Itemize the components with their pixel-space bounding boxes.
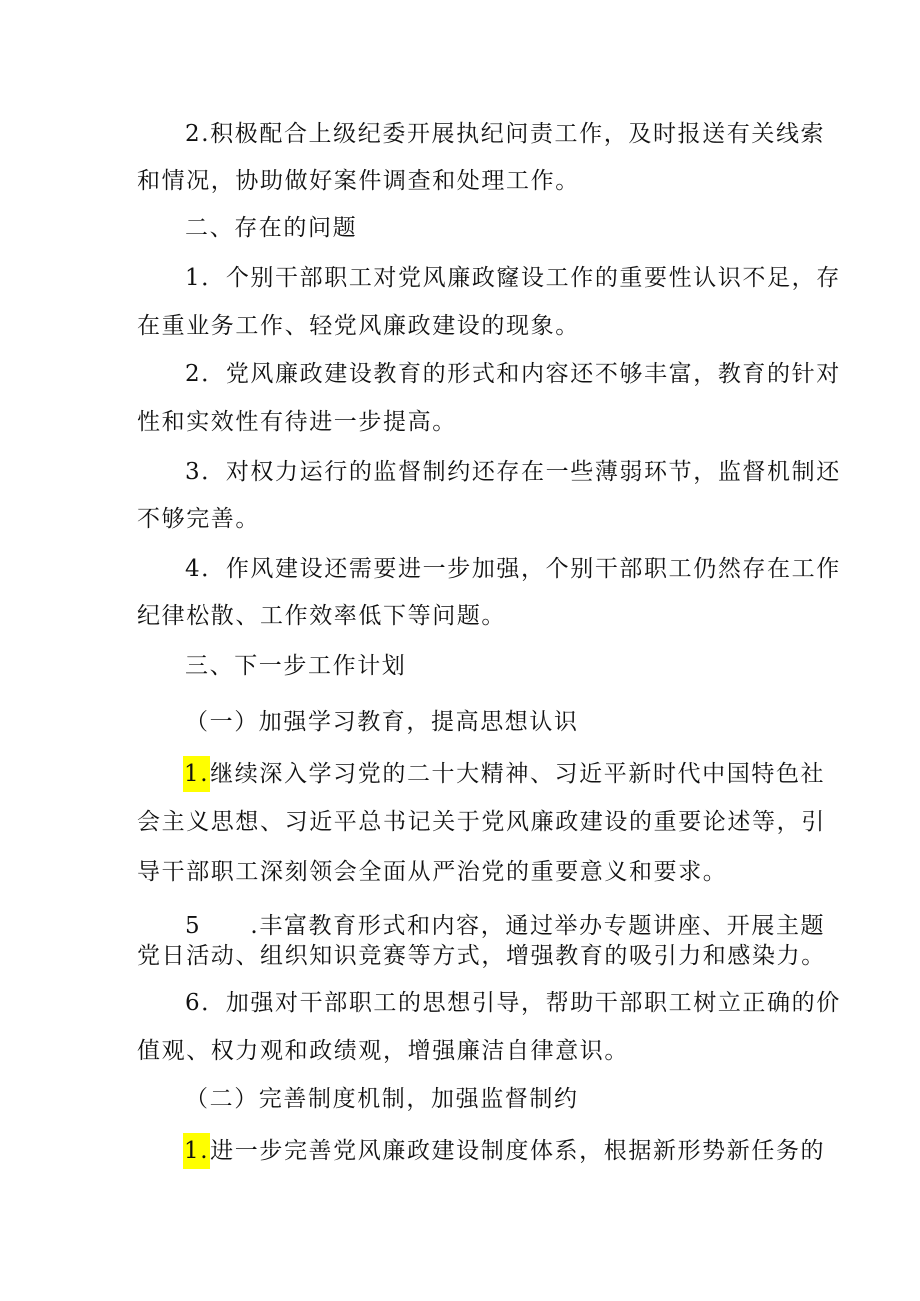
text-line: 5 .丰富教育形式和内容，通过举办专题讲座、开展主题 [185,913,826,939]
text-line: 不够完善。 [137,506,260,532]
subsection-heading: （二）完善制度机制，加强监督制约 [185,1086,579,1112]
text-line: 1.进一步完善党风廉政建设制度体系，根据新形势新任务的 [183,1133,920,1169]
text-line: 和情况，协助做好案件调查和处理工作。 [137,168,580,194]
text-line: 导干部职工深刻领会全面从严治党的重要意义和要求。 [137,859,728,885]
highlight-mark: 1. [183,1133,210,1169]
subsection-heading: （一）加强学习教育，提高思想认识 [185,709,579,735]
text-line: 4．作风建设还需要进一步加强，个别干部职工仍然存在工作 [185,556,841,582]
text-line: 在重业务工作、轻党风廉政建设的现象。 [137,313,580,339]
text-line: 党日活动、组织知识竞赛等方式，增强教育的吸引力和感染力。 [137,943,826,969]
text-line: 2.积极配合上级纪委开展执纪问责工作，及时报送有关线索 [185,121,826,147]
text-line: 会主义思想、习近平总书记关于党风廉政建设的重要论述等，引 [137,809,826,835]
text-line: 1．个别干部职工对党风廉政窿设工作的重要性认识不足，存 [185,265,841,291]
text-line: 性和实效性有待进一步提高。 [137,409,457,435]
section-heading: 二、存在的问题 [185,215,358,241]
text-line: 值观、权力观和政绩观，增强廉洁自律意识。 [137,1038,629,1064]
section-heading: 三、下一步工作计划 [185,653,407,679]
text-line: 1.继续深入学习党的二十大精神、习近平新时代中国特色社 [183,756,920,792]
highlight-mark: 1. [183,756,210,792]
text-line: 2．党风廉政建设教育的形式和内容还不够丰富，教育的针对 [185,361,841,387]
text-line: 3．对权力运行的监督制约还存在一些薄弱环节，监督机制还 [185,459,841,485]
text-line: 6．加强对干部职工的思想引导，帮助干部职工树立正确的价 [185,990,841,1016]
text-line: 纪律松散、工作效率低下等问题。 [137,603,506,629]
